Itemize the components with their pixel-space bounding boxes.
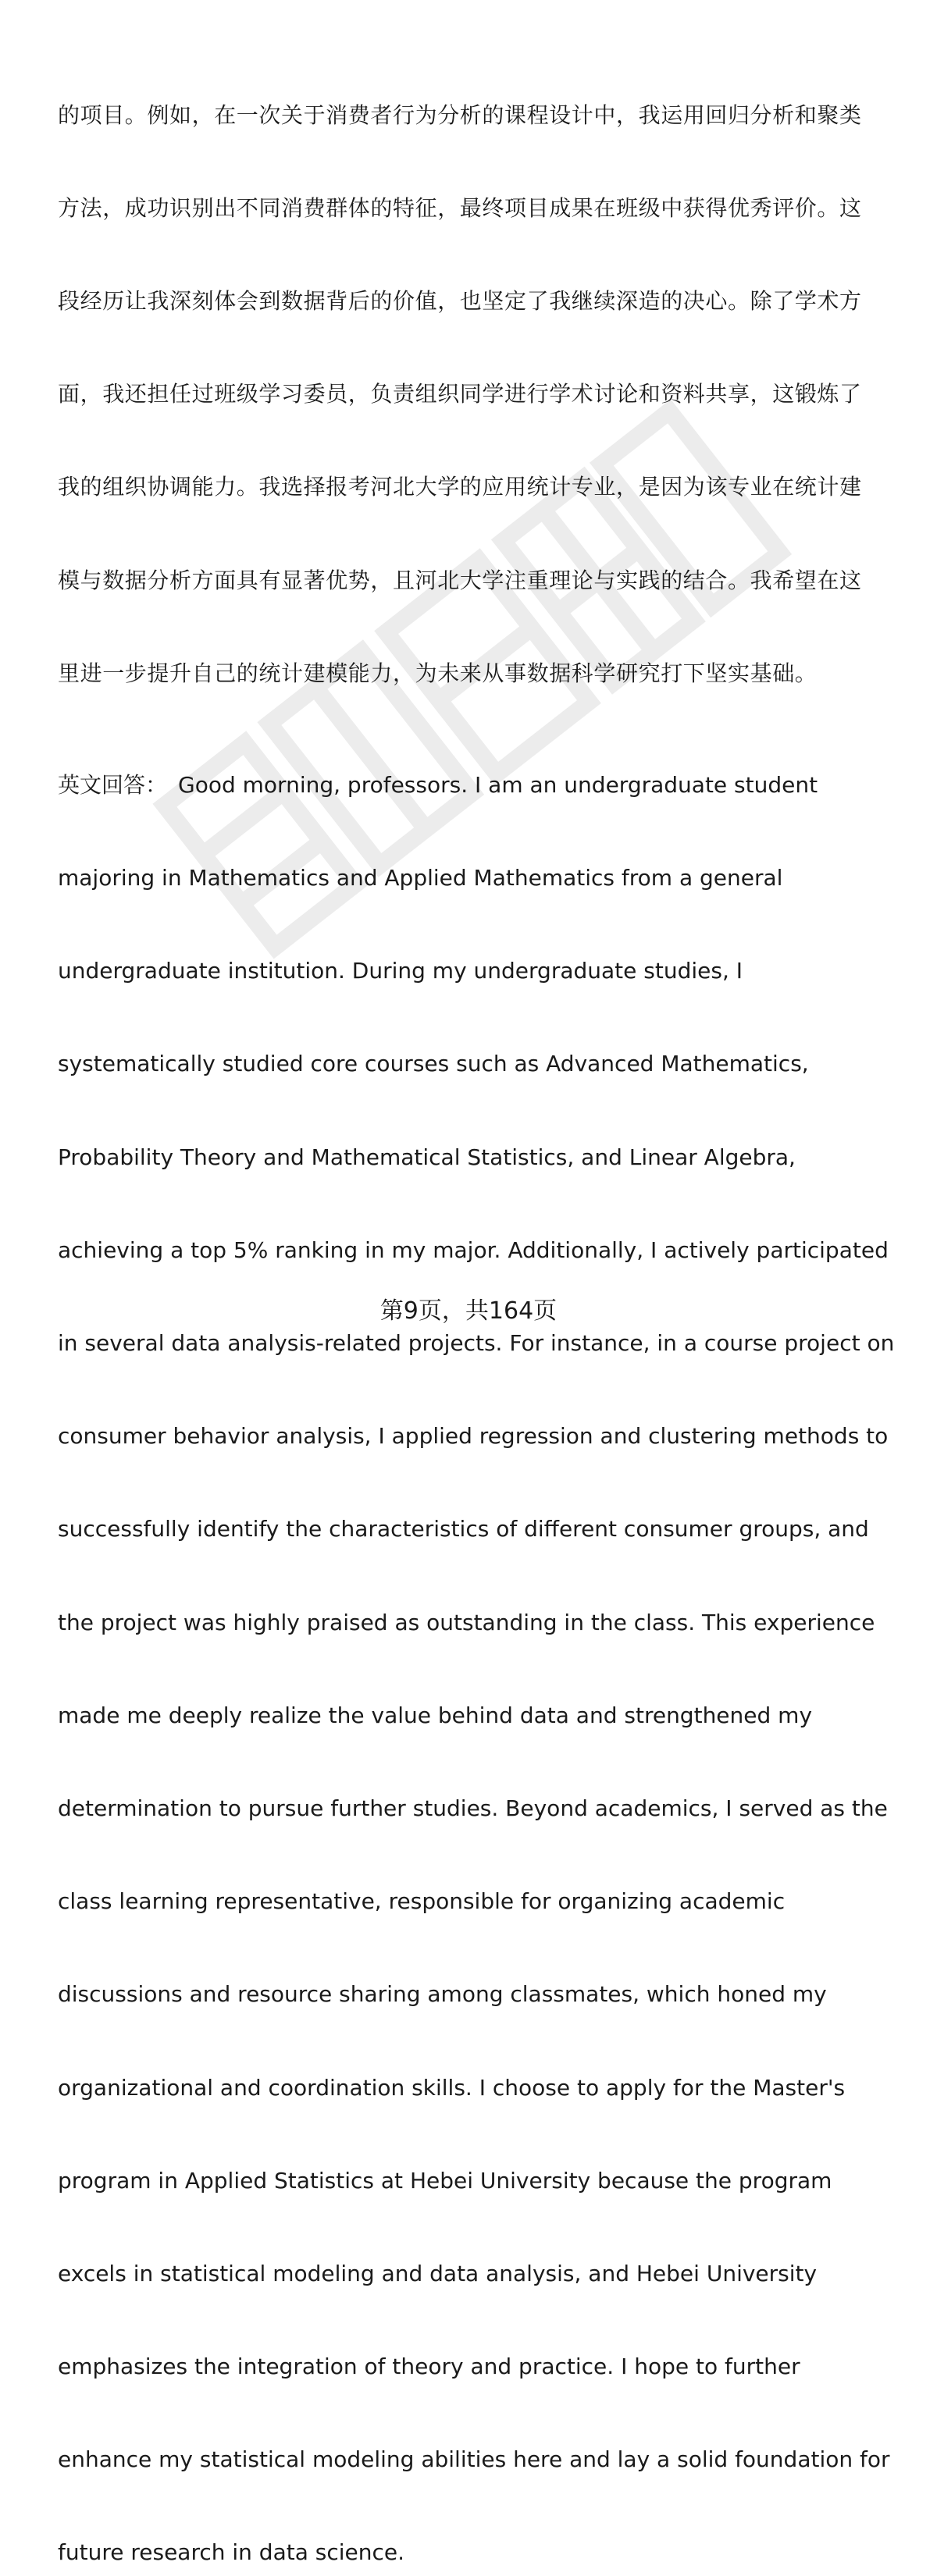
english-line: in several data analysis-related projects. For instance, in a course project on [58, 1330, 895, 1357]
english-paragraph [58, 715, 909, 2576]
english-line: determination to pursue further studies. Beyond academics, I served as the [58, 1795, 888, 1821]
chinese-line: 的项目。例如，在一次关于消费者行为分析的课程设计中，我运用回归分析和聚类 [58, 101, 862, 128]
english-line: program in Applied Statistics at Hebei University because the program [58, 2167, 832, 2194]
english-answer-label: 英文回答： [58, 771, 168, 798]
chinese-paragraph [58, 45, 909, 696]
english-line: majoring in Mathematics and Applied Mathematics from a general [58, 865, 783, 891]
chinese-line: 模与数据分析方面具有显著优势，且河北大学注重理论与实践的结合。我希望在这 [58, 567, 862, 593]
english-line: made me deeply realize the value behind data and strengthened my [58, 1702, 813, 1728]
english-line: systematically studied core courses such as Advanced Mathematics, [58, 1051, 809, 1077]
english-line: Probability Theory and Mathematical Statistics, and Linear Algebra, [58, 1144, 796, 1170]
english-line: excels in statistical modeling and data analysis, and Hebei University [58, 2260, 818, 2286]
english-line: enhance my statistical modeling abilities here and lay a solid foundation for [58, 2446, 890, 2473]
english-line: achieving a top 5% ranking in my major. Additionally, I actively participated [58, 1236, 889, 1263]
page-footer: 第9页，共164页 [379, 1297, 558, 1325]
chinese-line: 面，我还担任过班级学习委员，负责组织同学进行学术讨论和资料共享，这锻炼了 [58, 381, 862, 407]
english-line: undergraduate institution. During my undergraduate studies, I [58, 958, 743, 984]
english-line: organizational and coordination skills. I choose to apply for the Master's [58, 2074, 846, 2101]
english-line: discussions and resource sharing among classmates, which honed my [58, 1981, 827, 2008]
english-line: future research in data science. [58, 2539, 405, 2566]
chinese-line: 方法，成功识别出不同消费群体的特征，最终项目成果在班级中获得优秀评价。这 [58, 194, 862, 221]
english-line: consumer behavior analysis, I applied regression and clustering methods to [58, 1423, 889, 1450]
chinese-line: 段经历让我深刻体会到数据背后的价值，也坚定了我继续深造的决心。除了学术方 [58, 287, 862, 314]
chinese-line: 我的组织协调能力。我选择报考河北大学的应用统计专业，是因为该专业在统计建 [58, 474, 862, 500]
english-line: emphasizes the integration of theory and practice. I hope to further [58, 2354, 800, 2380]
english-line: the project was highly praised as outstanding in the class. This experience [58, 1609, 875, 1635]
english-line: Good morning, professors. I am an undergraduate student [178, 771, 818, 798]
chinese-line: 里进一步提升自己的统计建模能力，为未来从事数据科学研究打下坚实基础。 [58, 660, 818, 686]
english-line: successfully identify the characteristics of different consumer groups, and [58, 1516, 869, 1542]
english-line: class learning representative, responsible for organizing academic [58, 1888, 786, 1915]
